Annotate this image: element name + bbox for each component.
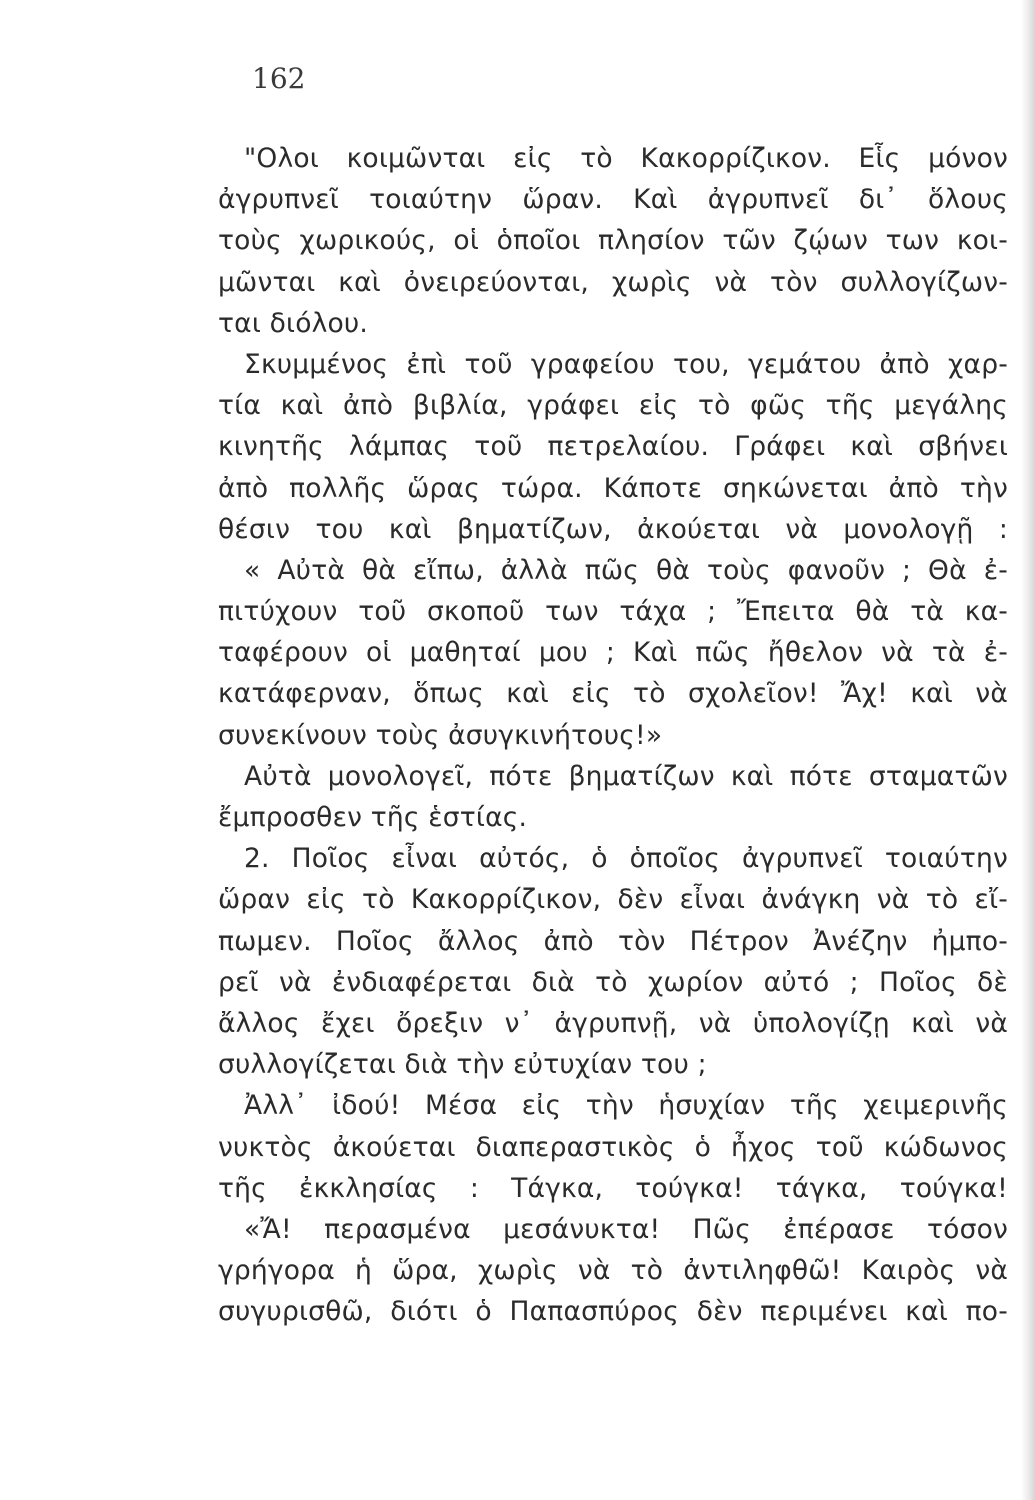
text-line: 2. Ποῖος εἶναι αὐτός, ὁ ὁποῖος ἀγρυπνεῖ τοιαύτην [244, 843, 1008, 875]
text-line: ὥραν εἰς τὸ Κακορρίζικον, δὲν εἶναι ἀνάγκη νὰ τὸ εἴ- [218, 884, 1008, 916]
text-line: τία καὶ ἀπὸ βιβλία, γράφει εἰς τὸ φῶς τῆς μεγάλης [218, 390, 1008, 422]
text-line: ἀπὸ πολλῆς ὥρας τώρα. Κάποτε σηκώνεται ἀπὸ τὴν [218, 472, 1008, 504]
text-line: ταφέρουν οἱ μαθηταί μου ; Καὶ πῶς ἤθελον νὰ τὰ ἐ- [218, 637, 1008, 669]
text-line: γρήγορα ἡ ὥρα, χωρὶς νὰ τὸ ἀντιληφθῶ! Καιρὸς νὰ [218, 1255, 1008, 1287]
text-line: κατάφερναν, ὅπως καὶ εἰς τὸ σχολεῖον! Ἄχ! καὶ νὰ [218, 678, 1008, 710]
text-line: συνεκίνουν τοὺς ἀσυγκινήτους!» [218, 719, 663, 751]
text-line: κινητῆς λάμπας τοῦ πετρελαίου. Γράφει καὶ σβήνει [218, 431, 1008, 463]
text-line: πιτύχουν τοῦ σκοποῦ των τάχα ; Ἔπειτα θὰ τὰ κα- [218, 596, 1008, 628]
text-line: πωμεν. Ποῖος ἄλλος ἀπὸ τὸν Πέτρον Ἀνέζην ἠμπο- [218, 925, 1008, 957]
page-number: 162 [252, 62, 306, 95]
text-line: μῶνται καὶ ὀνειρεύονται, χωρὶς νὰ τὸν συλλογίζων- [218, 266, 1008, 298]
text-line: τοὺς χωρικούς, οἱ ὁποῖοι πλησίον τῶν ζῴων των κοι- [218, 225, 1008, 257]
text-line: « Αὐτὰ θὰ εἴπω, ἀλλὰ πῶς θὰ τοὺς φανοῦν ; Θὰ ἐ- [244, 554, 1008, 586]
text-line: ἄλλος ἔχει ὄρεξιν ν᾽ ἀγρυπνῇ, νὰ ὑπολογίζῃ καὶ νὰ [218, 1007, 1008, 1039]
text-line: Ἀλλ᾽ ἰδού! Μέσα εἰς τὴν ἡσυχίαν τῆς χειμερινῆς [244, 1090, 1008, 1122]
text-line: ρεῖ νὰ ἐνδιαφέρεται διὰ τὸ χωρίον αὐτό ; Ποῖος δὲ [218, 966, 1008, 998]
text-line: τῆς ἐκκλησίας : Τάγκα, τούγκα! τάγκα, τούγκα! [218, 1172, 1008, 1204]
text-line: Σκυμμένος ἐπὶ τοῦ γραφείου του, γεμάτου ἀπὸ χαρ- [244, 348, 1008, 380]
text-line: "Ολοι κοιμῶνται εἰς τὸ Κακορρίζικον. Εἷς μόνον [244, 143, 1008, 174]
text-line: ται διόλου. [218, 307, 369, 339]
text-line: «Ἄ! περασμένα μεσάνυκτα! Πῶς ἐπέρασε τόσον [244, 1213, 1008, 1245]
text-line: συλλογίζεται διὰ τὴν εὐτυχίαν του ; [218, 1049, 707, 1081]
text-line: ἀγρυπνεῖ τοιαύτην ὥραν. Καὶ ἀγρυπνεῖ δι᾽ ὅλους [218, 184, 1008, 216]
text-line: συγυρισθῶ, διότι ὁ Παπασπύρος δὲν περιμένει καὶ πο- [218, 1296, 1008, 1328]
text-line: νυκτὸς ἀκούεται διαπεραστικὸς ὁ ἦχος τοῦ κώδωνος [218, 1131, 1008, 1163]
text-line: ἔμπροσθεν τῆς ἑστίας. [218, 802, 528, 833]
text-line: Αὐτὰ μονολογεῖ, πότε βηματίζων καὶ πότε σταματῶν [244, 760, 1008, 792]
page-edge-shadow [1021, 0, 1035, 1500]
body-text [218, 138, 1008, 1332]
text-line: θέσιν του καὶ βηματίζων, ἀκούεται νὰ μονολογῇ : [218, 513, 1008, 545]
